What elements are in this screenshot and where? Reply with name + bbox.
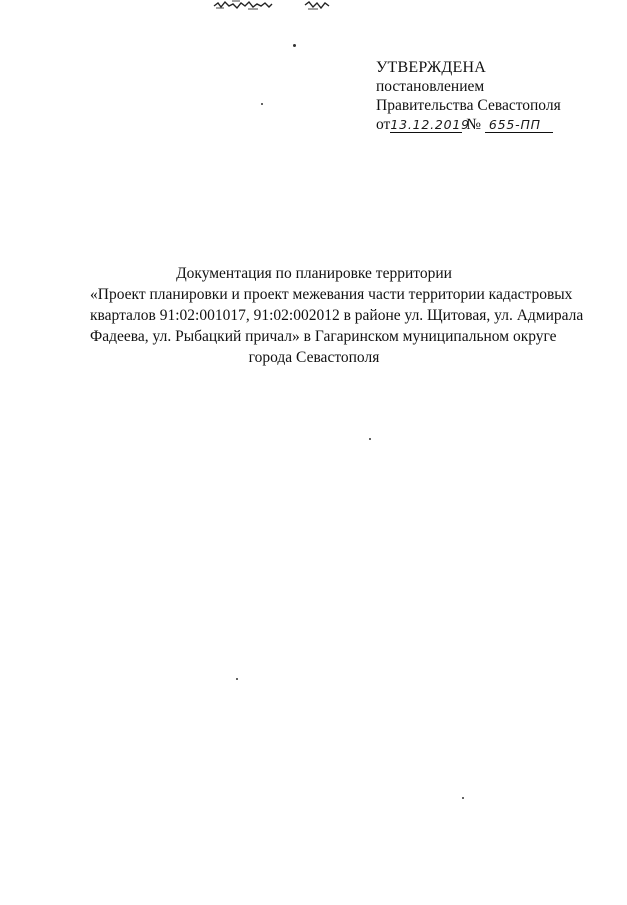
scan-speck xyxy=(236,678,238,680)
approval-title: УТВЕРЖДЕНА xyxy=(376,59,487,76)
scan-speck xyxy=(369,438,371,440)
heading-line-3: кварталов 91:02:001017, 91:02:002012 в районе ул. Щитовая, ул. Адмирала xyxy=(90,307,584,324)
number-label: № xyxy=(466,116,481,133)
heading-line-4: Фадеева, ул. Рыбацкий причал» в Гагаринском муниципальном округе xyxy=(90,328,557,345)
handwritten-number: 655-ПП xyxy=(485,118,553,133)
from-label: от xyxy=(376,116,391,133)
approval-block xyxy=(376,58,616,134)
approval-line-1: постановлением xyxy=(376,78,485,95)
handwritten-date: 13.12.2019 xyxy=(390,117,470,132)
scan-artifact xyxy=(212,0,274,10)
scan-speck xyxy=(293,44,296,47)
document-heading xyxy=(90,263,584,368)
heading-line-2: «Проект планировки и проект межевания части территории кадастровых xyxy=(90,286,573,303)
scan-speck xyxy=(462,797,464,799)
scan-artifact xyxy=(303,0,331,10)
heading-line-5: города Севастополя xyxy=(248,349,380,366)
heading-line-1: Документация по планировке территории xyxy=(176,265,452,282)
approval-date-line xyxy=(376,115,616,134)
scan-speck xyxy=(261,103,263,105)
approval-line-2: Правительства Севастополя xyxy=(376,97,561,114)
